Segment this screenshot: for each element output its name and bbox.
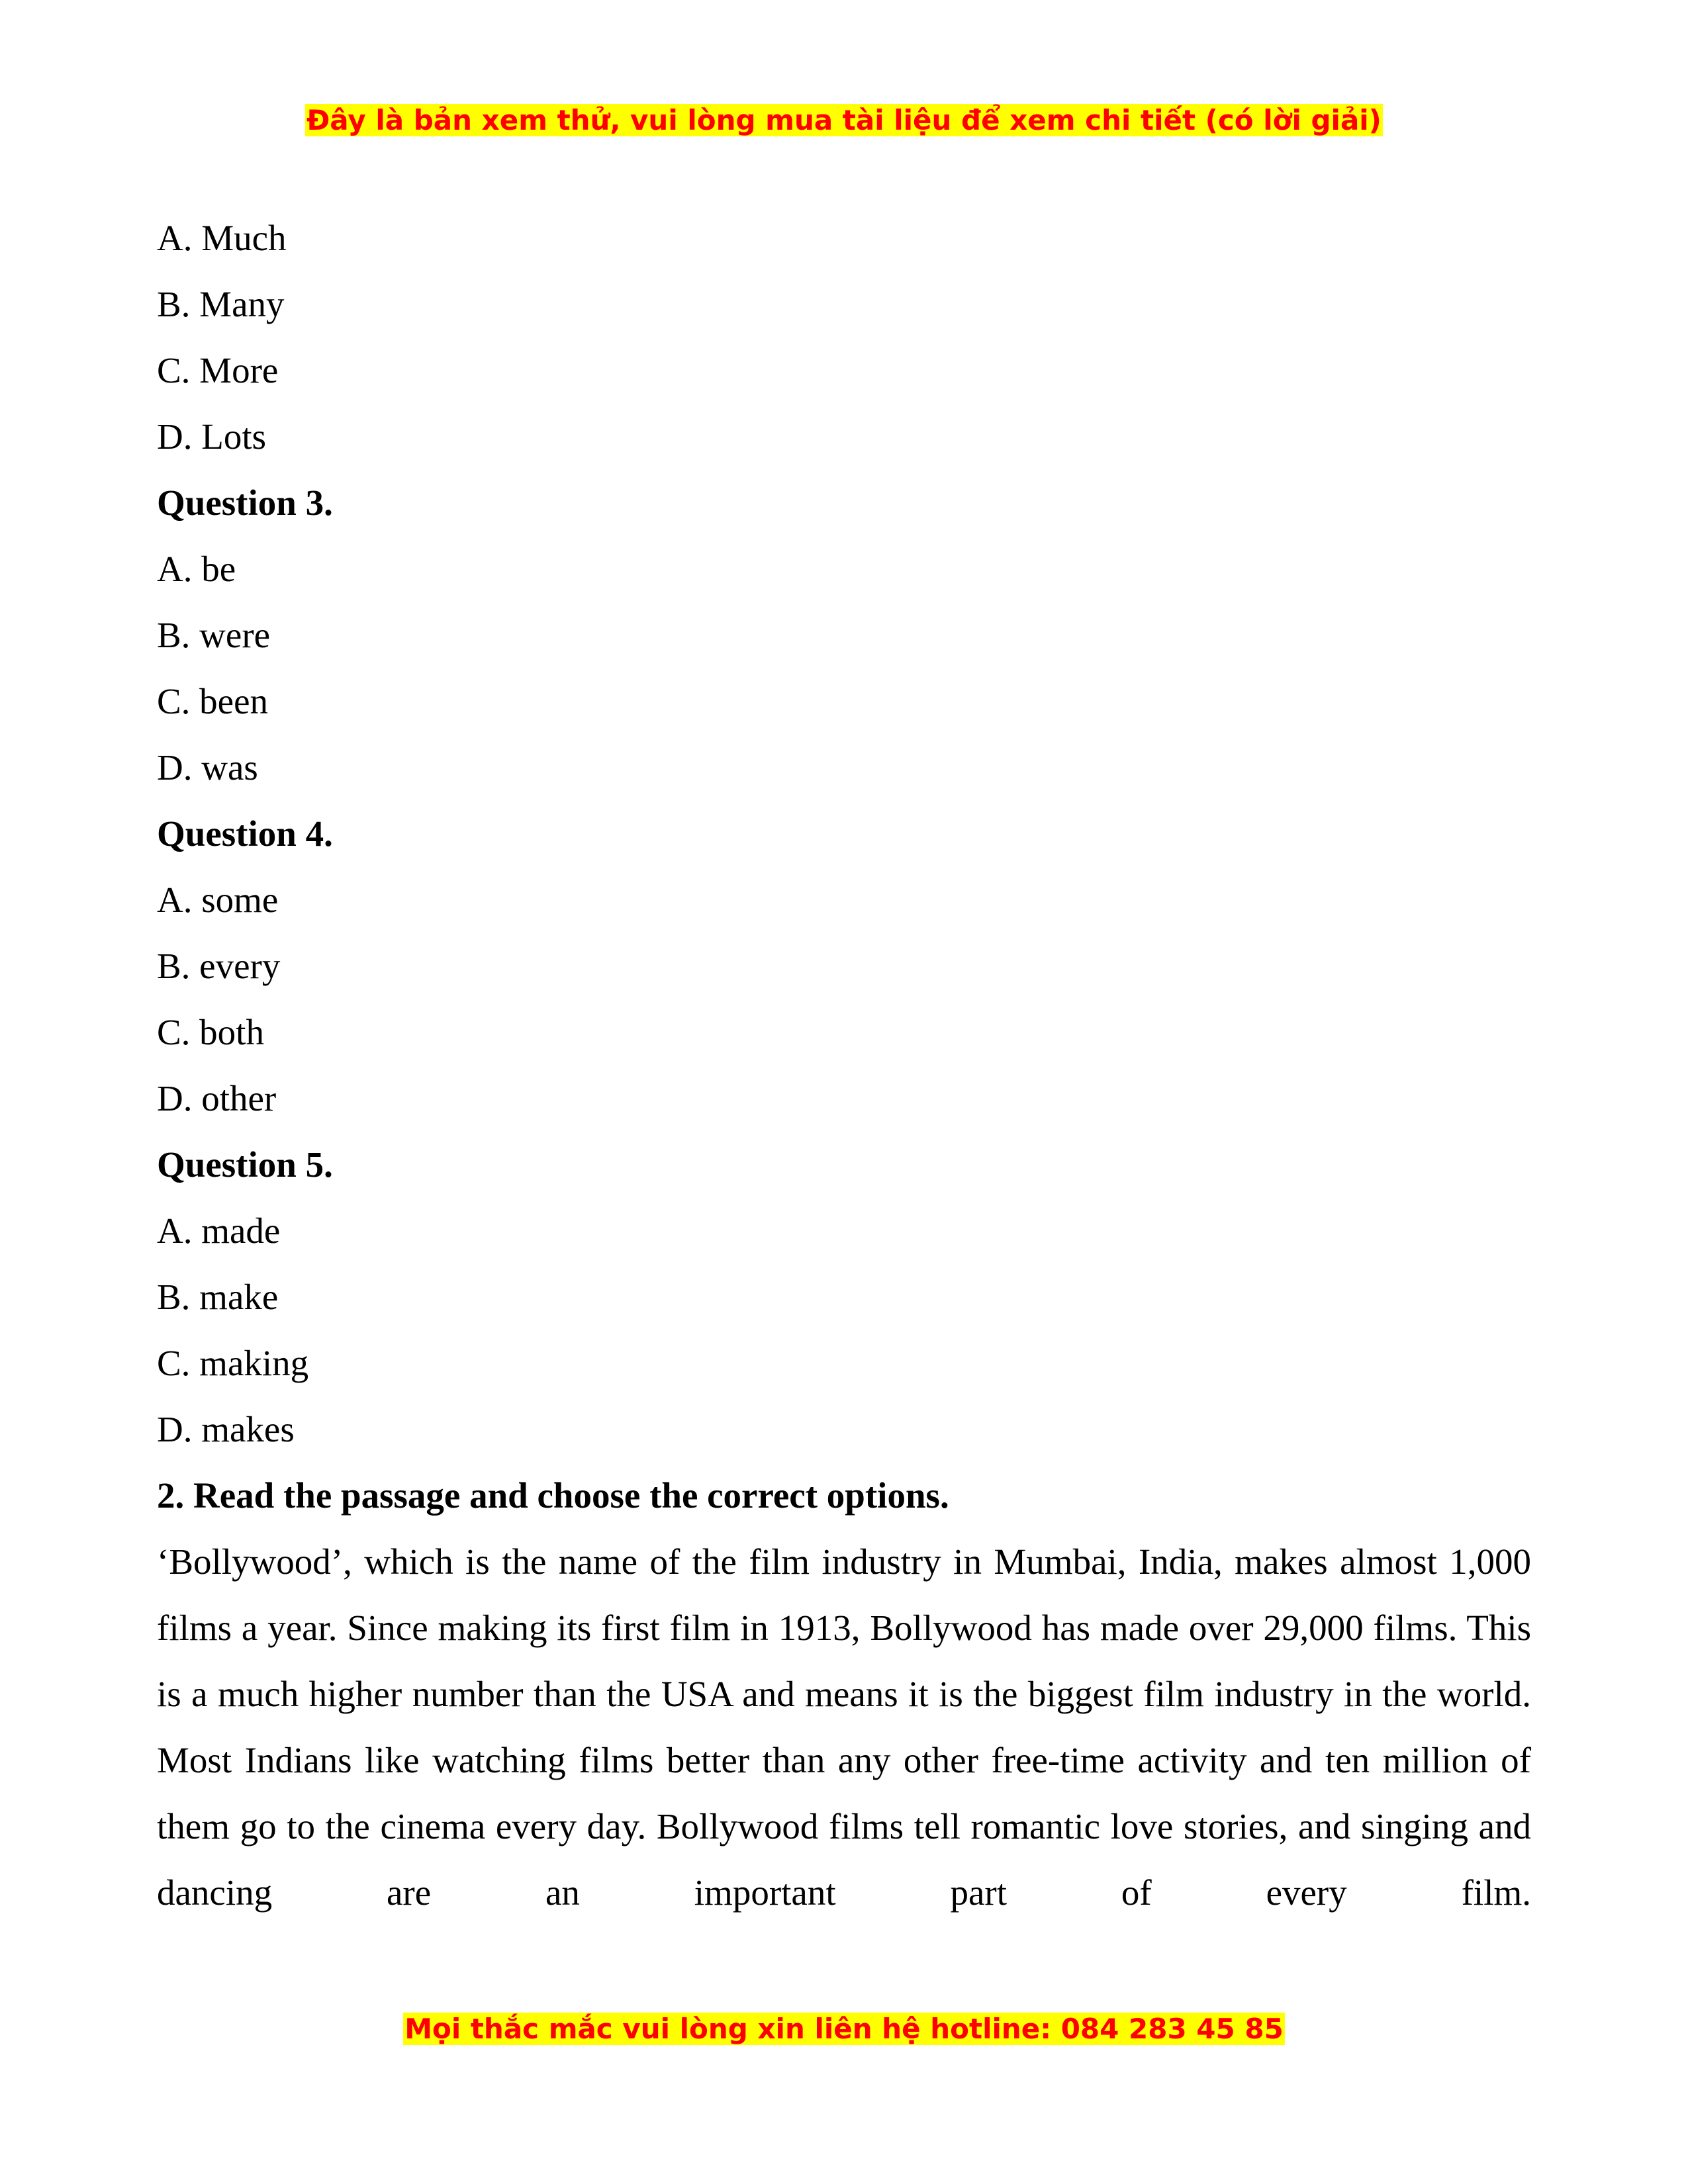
option-c: C. been	[157, 681, 269, 721]
hotline-banner	[0, 2009, 1688, 2049]
option-b: B. Many	[157, 284, 285, 324]
section-heading: 2. Read the passage and choose the correct options.	[157, 1475, 949, 1516]
question-5	[157, 1132, 1531, 1463]
option-d: D. makes	[157, 1409, 295, 1449]
preview-notice-banner	[0, 101, 1688, 140]
option-c: C. both	[157, 1012, 264, 1052]
option-d: D. other	[157, 1078, 277, 1118]
option-b: B. every	[157, 946, 281, 986]
option-a: A. Much	[157, 218, 287, 258]
option-b: B. were	[157, 615, 271, 655]
preview-notice-text: Đây là bản xem thử, vui lòng mua tài liệu để xem chi tiết (có lời giải)	[306, 104, 1382, 136]
option-c: C. making	[157, 1343, 309, 1383]
option-a: A. made	[157, 1210, 281, 1251]
question-3	[157, 470, 1531, 801]
option-a: A. some	[157, 880, 279, 920]
section-2	[157, 1463, 1531, 1926]
option-d: D. Lots	[157, 416, 266, 457]
option-b: B. make	[157, 1277, 279, 1317]
question-4	[157, 801, 1531, 1132]
option-a: A. be	[157, 549, 236, 589]
option-d: D. was	[157, 747, 258, 788]
question-title: Question 4.	[157, 813, 333, 854]
document-body	[157, 205, 1531, 1926]
question-title: Question 5.	[157, 1144, 333, 1185]
option-c: C. More	[157, 350, 279, 390]
reading-passage: ‘Bollywood’, which is the name of the film industry in Mumbai, India, makes almost 1,000 films a year. Since making its first film in 1913, Bollywood has made over 29,000 films. This is a much higher number than the USA and means it is the biggest film industry in the world. Most Indians like watching films better than any other free-time activity and ten million of them go to the cinema every day. Bollywood films tell romantic love stories, and singing and dancing are an important part of every film.	[157, 1541, 1531, 1913]
question-title: Question 3.	[157, 482, 333, 523]
question-2-options	[157, 205, 1531, 470]
hotline-text: Mọi thắc mắc vui lòng xin liên hệ hotline: 084 283 45 85	[404, 2013, 1284, 2045]
